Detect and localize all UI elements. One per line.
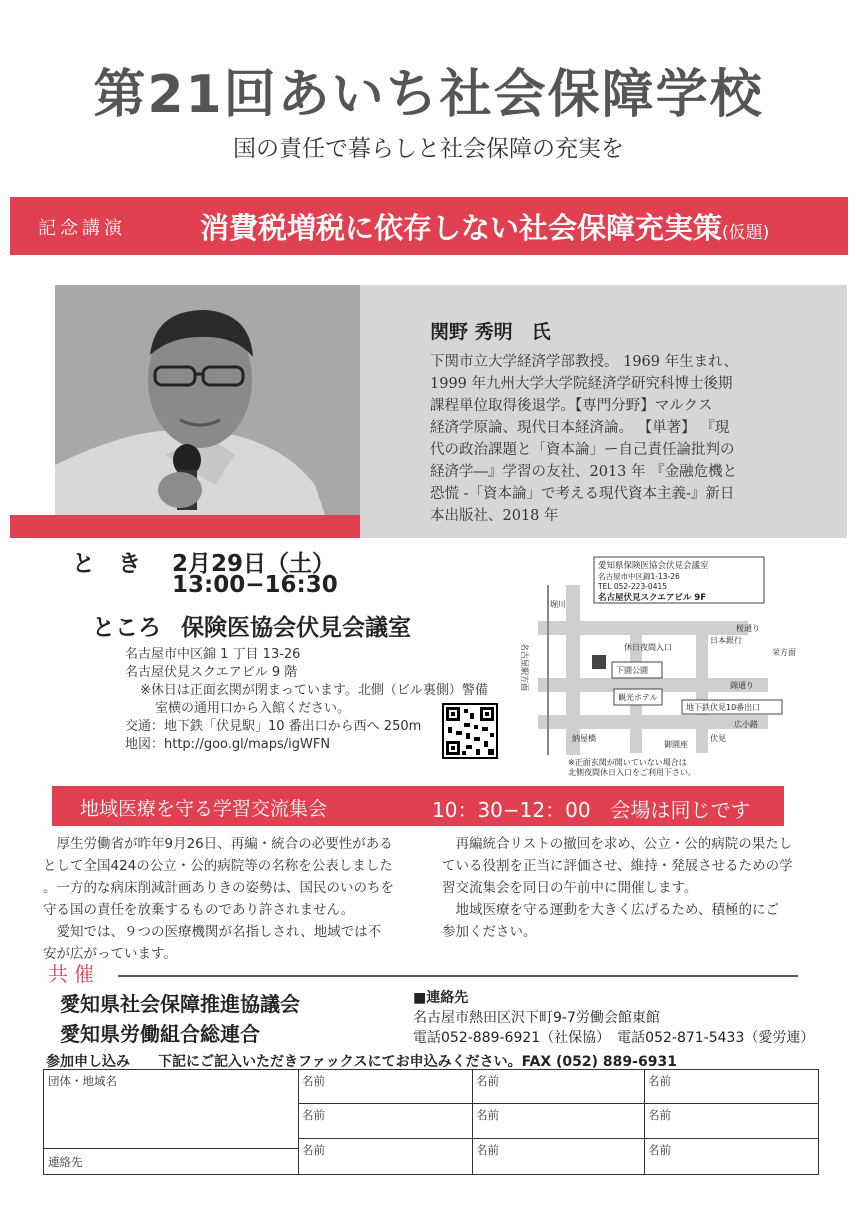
map-label-shimozono: 下園公園 — [616, 666, 648, 675]
page-title: 第21回あいち社会保障学校 — [93, 65, 764, 125]
text-line: 安が広がっています。 — [43, 946, 177, 962]
map-box-line: 愛知県保険医協会伏見会議室 — [598, 561, 709, 571]
bio-line: 代の政治課題と「資本論」ー自己責任論批判の — [430, 442, 735, 458]
map-url[interactable]: 地図：http://goo.gl/maps/igWFN — [125, 737, 331, 752]
event-venue: 保険医協会伏見会議室 — [181, 615, 411, 641]
map-label-horikawa: 堀川 — [550, 600, 566, 609]
map-label-fushimi: 伏見 — [710, 734, 726, 743]
lecture-title: 消費税増税に依存しない社会保障充実策(仮題) — [200, 211, 770, 245]
text-line: 習交流集会を同日の午前中に開催します。 — [442, 880, 698, 896]
contact-info — [413, 988, 814, 1048]
address-line: 名古屋伏見スクエアビル 9 階 — [125, 665, 298, 680]
qr-code-icon — [442, 703, 498, 759]
text-line: として全国424の公立・公的病院等の名称を公表しました — [43, 858, 393, 874]
map-label-kyujitsu: 休日夜間入口 — [624, 643, 672, 652]
application-header — [46, 1051, 677, 1071]
speaker-photo — [55, 285, 360, 515]
event-date: 2月29日（土） — [172, 551, 336, 577]
map-label-nagoya-station: 名古屋駅方面 — [520, 643, 529, 691]
map-box-line: TEL 052-223-0415 — [598, 582, 668, 591]
event-date-row — [72, 545, 336, 578]
contact-field-label: 連絡先 — [48, 1155, 83, 1169]
text-line: 参加ください。 — [442, 924, 537, 940]
text-line: 守る国の責任を放棄するものであり許されません。 — [43, 902, 355, 918]
bio-line: 本出版社、2018 年 — [430, 508, 559, 524]
bio-line: 1999 年九州大学大学院経済学研究科博士後期 — [430, 376, 733, 392]
map-label-nihon-ginko: 日本銀行 — [710, 636, 742, 645]
application-instruction: 下記にご記入いただきファックスにてお申込みください。FAX (052) 889-6931 — [158, 1054, 677, 1070]
organizer-2: 愛知県労働組合総連合 — [60, 1022, 260, 1046]
map-box-line: 名古屋市中区錦1-13-26 — [598, 572, 680, 581]
map-note-line: ※正面玄関が開いていない場合は — [568, 758, 687, 767]
session2-left-text — [43, 833, 423, 965]
session2-right-text — [442, 833, 822, 943]
text-line: 地域医療を守る運動を大きく広げるため、積極的にご — [442, 902, 779, 918]
contact-label: ■連絡先 — [413, 990, 469, 1006]
map-label-misonoza: 御園座 — [664, 740, 688, 749]
name-field[interactable]: 名前 — [648, 1108, 671, 1122]
contact-tel: 電話052-889-6921（社保協） 電話052-871-5433（愛労連） — [413, 1030, 815, 1046]
access-map — [518, 555, 796, 780]
map-label-sakuradori: 桜通り — [736, 624, 760, 633]
where-label: ところ — [92, 615, 161, 641]
map-note-line: 北側夜間休日入口をご利用下さい。 — [568, 768, 696, 777]
event-time: 13:00−16:30 — [172, 572, 338, 598]
speaker-accent-bar — [10, 515, 360, 538]
name-field[interactable]: 名前 — [476, 1074, 499, 1088]
name-field[interactable]: 名前 — [302, 1143, 325, 1157]
access-line: 交通：地下鉄「伏見駅」10 番出口から西へ 250m — [125, 719, 422, 734]
speaker-bio — [430, 351, 790, 527]
name-field[interactable]: 名前 — [476, 1108, 499, 1122]
organizers-label: 共催 — [48, 962, 100, 986]
name-field[interactable]: 名前 — [648, 1143, 671, 1157]
application-label: 参加申し込み — [46, 1054, 130, 1070]
note-line: ※休日は正面玄関が閉まっています。北側（ビル裏側）警備 — [140, 683, 488, 698]
contact-address: 名古屋市熱田区沢下町9-7労働会館東館 — [413, 1010, 660, 1026]
text-line: 。一方的な病床削減計画ありきの姿勢は、国民のいのちを — [43, 880, 394, 896]
bio-line: 経済学―』学習の友社、2013 年 『金融危機と — [430, 464, 738, 480]
bio-line: 恐慌 -「資本論」で考える現代資本主義-』新日 — [430, 486, 735, 502]
map-label-subway: 地下鉄伏見10番出口 — [686, 703, 761, 712]
map-label-kanko-hotel: 観光ホテル — [618, 693, 658, 702]
lecture-banner — [10, 197, 848, 255]
bio-line: 課程単位取得後退学。【専門分野】マルクス — [430, 398, 713, 414]
page-subtitle: 国の責任で暮らしと社会保障の充実を — [233, 136, 624, 162]
organizer-1: 愛知県社会保障推進協議会 — [60, 992, 300, 1016]
text-line: 再編統合リストの撤回を求め、公立・公的病院の果たし — [442, 836, 793, 852]
name-field[interactable]: 名前 — [302, 1108, 325, 1122]
session2-time: 10：30−12：00 会場は同じです — [432, 798, 751, 822]
application-form — [43, 1069, 819, 1175]
map-box-line: 名古屋伏見スクエアビル 9F — [598, 593, 707, 603]
lecture-title-note: (仮題) — [722, 223, 770, 243]
lecture-label: 記念講演 — [38, 218, 126, 239]
map-label-sakae: 栄方面 — [772, 648, 796, 657]
name-field[interactable]: 名前 — [476, 1143, 499, 1157]
group-name-label: 団体・地域名 — [48, 1074, 117, 1088]
bio-line: 下関市立大学経済学部教授。 1969 年生まれ、 — [430, 354, 738, 370]
map-label-nishiki: 錦通り — [730, 681, 754, 690]
text-line: 厚生労働省が昨年9月26日、再編・統合の必要性がある — [43, 836, 393, 852]
session2-title: 地域医療を守る学習交流集会 — [80, 798, 328, 820]
map-label-nayabashi: 納屋橋 — [572, 734, 596, 743]
organizers-divider — [118, 975, 798, 977]
address-line: 名古屋市中区錦 1 丁目 13-26 — [125, 647, 301, 662]
when-label: と き — [72, 551, 141, 577]
name-field[interactable]: 名前 — [302, 1074, 325, 1088]
event-venue-row — [72, 609, 411, 642]
speaker-name: 関野 秀明 氏 — [430, 321, 551, 343]
venue-details — [125, 646, 488, 754]
bio-line: 経済学原論、現代日本経済論。 【単著】 『現 — [430, 420, 730, 436]
session2-banner — [52, 786, 784, 826]
note-line: 室横の通用口から入館ください。 — [155, 701, 351, 716]
name-field[interactable]: 名前 — [648, 1074, 671, 1088]
text-line: ている役割を正当に評価させ、維持・発展させるための学 — [442, 858, 793, 874]
map-label-hirokoji: 広小路 — [734, 720, 758, 729]
text-line: 愛知では、９つの医療機関が名指しされ、地域では不 — [43, 924, 382, 940]
